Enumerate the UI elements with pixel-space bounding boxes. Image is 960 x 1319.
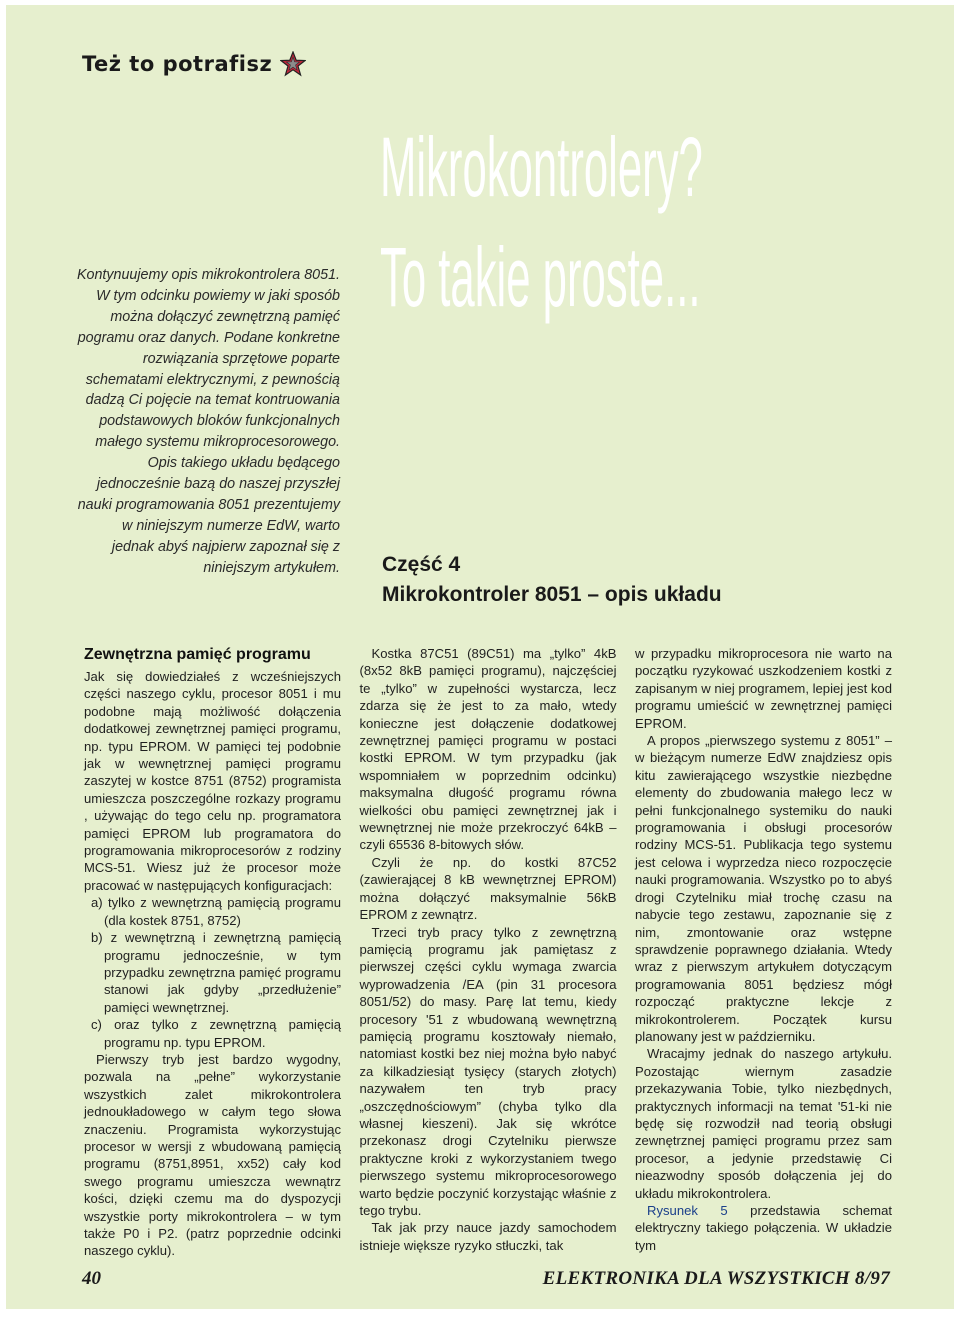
section-tag-label: Też to potrafisz	[82, 52, 273, 76]
figure-reference: Rysunek 5	[647, 1203, 728, 1218]
magazine-issue: ELEKTRONIKA DLA WSZYSTKICH 8/97	[542, 1268, 890, 1289]
paragraph	[635, 1202, 892, 1254]
paragraph-text: przedstawia schemat elektryczny takiego połączenia. W układzie tym	[635, 1203, 892, 1253]
column-3	[635, 645, 892, 1260]
paragraph: Trzeci tryb pracy tylko z zewnętrzną pamięcią programu jak pamiętasz z pierwszej części cyklu wymaga zwarcia wyprowadzenia /EA (pin 31 procesora 8051/52) do masy. Parę lat temu, kiedy procesory '51 z wbudowaną wewnętrzną pamięcią programu kosztowały niemało, natomiast kostki bez niej można było nabyć za kilkadziesiąt tysięcy (starych złotych) nazywałem ten tryb pracy „oszczędnościowym” (chyba tylko dla własnej kieszeni). Jak się wkrótce przekonasz drogi Czytelniku pierwsze praktyczne kroki z wykorzystaniem twego pierwszego systemu mikroprocesorowego warto będzie poczynić korzystając właśnie z tego trybu.	[359, 924, 617, 1218]
star-icon	[280, 51, 306, 77]
article-title-line-1: Mikrokontrolery?	[380, 120, 703, 214]
paragraph: Pierwszy tryb jest bardzo wygodny, pozwala na „pełne” wykorzystanie wszystkich zalet mikrokontrolera jednoukładowego w całym tego słowa znaczeniu. Programista wykorzystując procesor w wersji z wbudowaną pamięcią programu (8751,8951, xx52) cały kod swego programu umieszcza wewnątrz kości, dzięki czemu ma do dyspozycji wszystkie porty mikrokontrolera – w tym także P0 i P2. (patrz poprzednie odcinki naszego cyklu).	[84, 1051, 341, 1259]
part-heading	[382, 550, 922, 610]
section-heading: Zewnętrzna pamięć programu	[84, 646, 311, 663]
article-title	[380, 117, 920, 337]
configuration-list	[84, 894, 341, 1051]
column-2	[360, 645, 617, 1260]
list-item: c) oraz tylko z zewnętrzną pamięcią programu np. typu EPROM.	[91, 1017, 341, 1050]
paragraph: A propos „pierwszego systemu z 8051” – w bieżącym numerze EdW znajdziesz opis kitu zawierającego wszystkie niezbędne elementy do zbudowania małego lecz w pełni funkcjonalnego systemiku do nauki programowania i obsługi procesorów rodziny MCS-51. Publikacja tego systemu jest celowa i wyprzedza nieco rozpoczęcie nauki programowania. Wszystko po to abyś drogi Czytelniku miał trochę czasu na nabycie tego zestawu, zapoznanie się z nim, zmontowanie oraz wstępne sprawdzenie poprawnego działania. Wtedy wraz z pierwszym artykułem dotyczącym programowania 8051 będziesz mógł rozpocząć praktyczne lekcje z mikrokontrolerem. Początek kursu planowany jest w październiku.	[635, 733, 892, 1044]
paragraph: Tak jak przy nauce jazdy samochodem istnieje większe ryzyko stłuczki, tak	[359, 1220, 617, 1253]
list-item: a) tylko z wewnętrzną pamięcią programu (dla kostek 8751, 8752)	[91, 895, 341, 928]
article-intro: Kontynuujemy opis mikrokontrolera 8051. W tym odcinku powiemy w jaki sposób można dołączyć zewnętrzną pamięć pogramu oraz danych. Podane konkretne rozwiązania sprzętowe poparte schematami elektrycznymi, z pewnością dadzą Ci pojęcie na temat kontruowania podstawowych bloków funkcjonalnych małego systemu mikroprocesorowego. Opis takiego układu będącego jednocześnie bazą do naszej przyszłej nauki programowania 8051 prezentujemy w niniejszym numerze EdW, warto jednak abyś najpierw zapoznał się z niniejszym artykułem.	[76, 267, 340, 576]
paragraph: w przypadku mikroprocesora nie warto na początku ryzykować uszkodzeniem kostki z zapisanym w niej programem, lepiej jest kod programu umieścić w zewnętrznej pamięci EPROM.	[635, 646, 892, 731]
magazine-page	[6, 5, 954, 1309]
part-subtitle: Mikrokontroler 8051 – opis układu	[382, 583, 722, 606]
paragraph: Wracajmy jednak do naszego artykułu. Pozostając wiernym zasadzie przekazywania Tobie, tylko niezbędnych, praktycznych informacji na temat '51-ki nie będę się rozwodził nad teorią obsługi zewnętrznej pamięci programu przez sam procesor, a jedynie przedstawię Ci nieazwodny sposób dołączenia jej do układu mikrokontrolera.	[635, 1046, 892, 1201]
page-number: 40	[82, 1268, 101, 1289]
article-title-line-2: To takie proste...	[380, 230, 701, 324]
column-1	[84, 645, 341, 1260]
section-tag	[82, 51, 306, 77]
part-number: Część 4	[382, 553, 461, 576]
paragraph: Czyli że np. do kostki 87C52 (zawierającej 8 kB wewnętrznej EPROM) można dołączyć maksymalnie 56kB EPROM z zewnątrz.	[359, 854, 617, 923]
paragraph: Kostka 87C51 (89C51) ma „tylko” 4kB (8x52 8kB pamięci programu), najczęściej te „tylko” w zupełności wystarcza, lecz zdarza się że jest to za mało, wtedy konieczne jest dołączenie dodatkowej zewnętrznej pamięci programu w postaci kostki EPROM. W tym przypadku (jak wspomniałem w poprzednim odcinku) maksymalna długość programu równa wielkości obu pamięci zewnętrznej jak i wewnętrznej nie może przekroczyć 64kB – czyli 65536 8-bitowych słów.	[359, 646, 617, 853]
list-item: b) z wewnętrzną i zewnętrzną pamięcią programu jednocześnie, w tym przypadku zewnętrzna pamięć programu stanowi jak gdyby „przedłużenie” pamięci wewnętrznej.	[91, 930, 341, 1015]
article-body	[84, 645, 892, 1260]
paragraph: Jak się dowiedziałeś z wcześniejszych części naszego cyklu, procesor 8051 i mu podobne mają możliwość dołączenia dodatkowej zewnętrznej pamięci programu, np. typu EPROM. W pamięci tej podobnie jak w wewnętrznej pamięci programu zaszytej w kostce 8751 (8752) programista umieszcza poszczególne rozkazy programu , używając do tego celu np. programatora pamięci EPROM lub programatora do programowania mikroprocesorów z rodziny MCS-51. Wiesz już że procesor może pracować w następujących konfiguracjach:	[84, 669, 341, 893]
